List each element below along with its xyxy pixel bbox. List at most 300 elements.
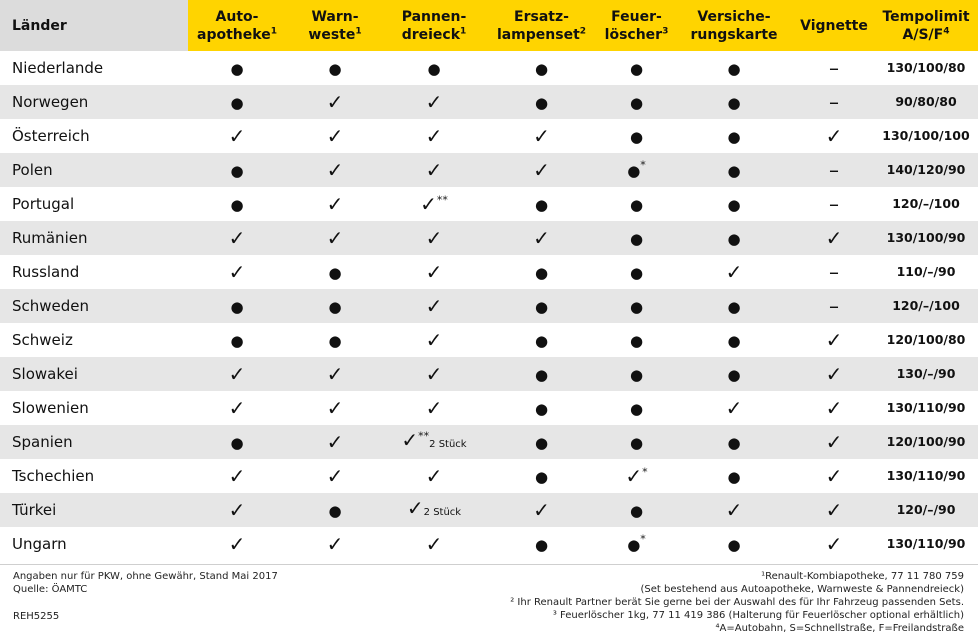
status-symbol: ● [534,400,549,418]
speed-limit-cell: 120/–/100 [874,289,978,323]
status-symbol: ● [230,162,244,180]
requirement-cell [674,153,794,187]
status-symbol: ✓ [228,532,246,556]
requirement-cell [794,459,874,493]
header-line: lampenset [496,26,580,43]
footnote-line: ¹Renault-Kombiapotheke, 77 11 780 759 [761,571,964,582]
requirement-cell [599,459,674,493]
requirement-cell [484,459,599,493]
requirement-cell [188,153,286,187]
status-symbol: ● [727,332,741,350]
country-name: Russland [12,263,80,281]
requirement-cell [794,289,874,323]
requirement-cell [188,391,286,425]
requirement-cell [674,425,794,459]
requirement-cell [188,221,286,255]
requirement-cell [286,527,384,561]
speed-limit-cell: 130/110/90 [886,468,966,483]
status-symbol: ● [534,434,549,452]
requirement-cell [674,119,794,153]
status-symbol: ✓ [425,294,443,318]
speed-limit-cell: 110/–/90 [896,264,956,279]
requirement-cell [188,323,286,357]
requirement-cell [384,459,484,493]
status-symbol: ● [534,196,549,214]
requirement-cell [599,221,674,255]
requirement-cell [674,187,794,221]
header-col-insurance-card [674,0,794,51]
requirement-cell [794,51,874,85]
requirement-cell [188,51,286,85]
status-symbol: ● [629,264,644,282]
status-symbol: ✓ [825,430,843,454]
status-symbol: ✓ [533,158,550,182]
country-name: Türkei [0,493,188,527]
requirement-cell [286,153,384,187]
table-row [0,323,978,357]
requirement-cell [384,527,484,561]
country-name: Rumänien [0,221,188,255]
requirement-cell [286,187,384,221]
status-symbol: ✓ [228,362,246,386]
speed-limit-cell: 130/100/90 [874,221,978,255]
status-symbol: ✓ [228,226,246,250]
requirement-cell [674,493,794,527]
status-symbol: ✓ [326,192,344,216]
status-symbol: ● [629,502,644,520]
requirement-cell [674,391,794,425]
status-symbol: ✓ [326,464,344,488]
header-col-first-aid [188,0,286,51]
requirement-cell [188,289,286,323]
country-name: Ungarn [12,535,67,553]
country-name: Slowenien [12,399,89,417]
status-symbol: ✓ [425,396,443,420]
requirement-cell [674,51,794,85]
requirement-cell [674,323,794,357]
footnote-line: ⁴A=Autobahn, S=Schnellstraße, F=Freilandstraße [715,623,964,634]
status-symbol: ● [230,298,244,316]
requirement-cell [674,221,794,255]
status-symbol: ● [534,332,549,350]
requirement-cell [599,289,674,323]
speed-limit-cell: 120/–/90 [874,493,978,527]
speed-limit-cell: 120/–/100 [892,196,960,211]
status-symbol: ✓ [825,226,843,250]
footnote-line: ² Ihr Renault Partner berät Sie gerne bei der Auswahl des für Ihr Fahrzeug passenden Sets. [510,597,964,608]
table-row [0,119,978,153]
status-symbol: ✓ [533,124,550,148]
requirement-cell [286,357,384,391]
footer-source-line: Quelle: ÖAMTC [13,584,88,595]
status-symbol: ● [328,60,342,78]
status-symbol: ● [328,332,342,350]
header-country: Länder [0,0,188,51]
requirement-cell [794,85,874,119]
header-line: rungskarte [690,26,778,43]
requirement-cell [484,187,599,221]
header-line: Ersatz- [514,8,569,25]
status-symbol: – [829,260,839,284]
requirement-cell [188,85,286,119]
requirement-cell [484,391,599,425]
status-symbol: ✓ [625,464,643,488]
speed-limit-cell: 120/100/90 [874,425,978,459]
status-symbol: ✓ [425,362,443,386]
status-symbol: ● [427,60,441,78]
requirement-cell [599,119,674,153]
header-line: löscher [604,26,663,43]
status-symbol: ● [230,434,244,452]
requirement-cell [599,493,674,527]
table-row [0,391,978,425]
footnote-marker: ** [436,193,448,207]
requirement-cell [286,85,384,119]
status-symbol: ● [627,536,641,554]
requirement-cell [188,357,286,391]
status-symbol: ● [230,60,244,78]
status-symbol: – [829,294,839,318]
quantity-note: 2 Stück [429,438,467,450]
requirement-cell [286,221,384,255]
requirement-cell [794,119,874,153]
requirement-cell [599,323,674,357]
table-row [0,357,978,391]
requirement-cell [484,255,599,289]
status-symbol: ✓ [425,90,443,114]
requirement-cell [484,85,599,119]
footnote-marker: * [642,465,648,479]
status-symbol: ✓ [425,226,443,250]
table-row [0,255,978,289]
footnote-mark: 3 [662,25,669,36]
status-symbol: ● [629,230,644,248]
status-symbol: ● [534,366,549,384]
status-symbol: ● [727,298,741,316]
status-symbol: ● [629,196,644,214]
country-name: Portugal [12,195,75,213]
status-symbol: ✓ [425,532,443,556]
requirement-cell [384,187,484,221]
header-col-extinguisher [599,0,674,51]
status-symbol: ✓ [825,362,843,386]
requirement-cell [286,493,384,527]
table-row [0,425,978,459]
requirement-cell [599,357,674,391]
header-col-vignette [794,0,874,51]
requirement-cell [384,323,484,357]
requirement-cell [188,255,286,289]
requirement-cell [188,119,286,153]
requirement-cell [599,153,674,187]
table-header-row [0,0,978,51]
requirement-cell [384,391,484,425]
status-symbol: ● [629,366,644,384]
header-line: Auto- [215,8,259,25]
status-symbol: ● [328,298,342,316]
status-symbol: ● [727,434,741,452]
header-col-spare-bulbs [484,0,599,51]
status-symbol: ✓ [825,464,843,488]
footnote-marker: * [640,532,646,546]
status-symbol: ✓ [533,226,550,250]
quantity-note: 2 Stück [423,506,462,518]
header-line: dreieck [401,26,461,43]
status-symbol: ✓ [725,498,743,522]
requirement-cell [674,255,794,289]
requirement-cell [384,85,484,119]
status-symbol: ● [727,536,741,554]
requirement-cell [599,391,674,425]
status-symbol: ✓ [825,328,843,352]
requirement-cell [286,255,384,289]
requirement-cell [794,391,874,425]
requirement-cell [384,51,484,85]
requirement-cell [674,527,794,561]
footnote-mark: 1 [460,25,467,36]
requirement-cell [384,425,484,459]
requirement-cell [188,459,286,493]
footer-footnotes [404,570,964,635]
requirement-cell [484,153,599,187]
status-symbol: ✓ [228,396,246,420]
footnote-mark: 2 [579,25,587,36]
status-symbol: ✓ [326,158,344,182]
requirement-cell [384,289,484,323]
requirement-cell [794,493,874,527]
table-row [0,289,978,323]
status-symbol: ● [727,196,741,214]
requirement-cell [286,425,384,459]
requirement-cell [794,187,874,221]
country-name: Norwegen [0,85,188,119]
status-symbol: ✓ [425,124,443,148]
requirement-cell [484,425,599,459]
footnote-marker: * [640,158,646,172]
status-symbol: ● [629,60,644,78]
header-line: weste [308,26,356,43]
status-symbol: ● [629,400,644,418]
footnote-mark: 4 [943,25,950,36]
requirement-cell [286,391,384,425]
status-symbol: ● [230,94,244,112]
status-symbol: ● [230,332,244,350]
requirement-cell [794,221,874,255]
requirement-cell [286,119,384,153]
status-symbol: ✓ [326,90,344,114]
table-row [0,153,978,187]
header-col-safety-vest [286,0,384,51]
status-symbol: ✓ [326,226,344,250]
status-symbol: ● [727,60,741,78]
requirement-cell [384,221,484,255]
requirement-cell [674,459,794,493]
footer-disclaimer [13,570,278,596]
requirement-cell [286,289,384,323]
country-name: Schweiz [12,331,73,349]
requirement-cell [599,85,674,119]
requirement-cell [794,425,874,459]
requirement-cell [599,187,674,221]
status-symbol: ● [328,502,342,520]
footer-divider [0,564,978,565]
status-symbol: ✓ [326,532,344,556]
status-symbol: – [829,158,839,182]
requirement-cell [794,153,874,187]
country-name: Schweden [0,289,188,323]
table-row [0,187,978,221]
status-symbol: ● [629,94,644,112]
status-symbol: ● [534,264,549,282]
requirement-cell [674,357,794,391]
table-row [0,493,978,527]
status-symbol: ✓ [326,430,344,454]
status-symbol: ✓ [228,124,246,148]
status-symbol: ✓ [401,427,419,452]
status-symbol: ✓ [825,532,843,556]
footnote-line: (Set bestehend aus Autoapotheke, Warnweste & Pannendreieck) [640,584,964,595]
requirement-cell [384,255,484,289]
status-symbol: ✓ [228,498,246,522]
header-line: A/S/F [902,26,944,43]
requirement-cell [286,323,384,357]
status-symbol: ● [629,332,644,350]
status-symbol: ● [534,536,549,554]
status-symbol: – [829,56,839,80]
status-symbol: ● [629,128,644,146]
country-name: Tschechien [12,467,95,485]
country-name: Spanien [0,425,188,459]
header-line: Warn- [311,8,359,25]
requirement-cell [484,119,599,153]
requirement-cell [384,153,484,187]
header-line: Vignette [800,17,868,34]
footnote-mark: 1 [355,25,362,36]
status-symbol: ✓ [825,498,843,522]
requirement-cell [794,527,874,561]
status-symbol: ● [534,60,549,78]
status-symbol: ● [727,468,741,486]
footnote-line: ³ Feuerlöscher 1kg, 77 11 419 386 (Halterung für Feuerlöscher optional erhältlich) [552,610,964,621]
status-symbol: ● [629,298,644,316]
requirement-cell [484,527,599,561]
status-symbol: ● [727,366,741,384]
status-symbol: ✓ [725,396,743,420]
requirement-cell [484,289,599,323]
status-symbol: ● [727,230,741,248]
speed-limit-cell: 130/100/100 [882,128,970,143]
requirement-cell [484,221,599,255]
speed-limit-cell: 130/110/90 [886,536,966,551]
country-name: Niederlande [12,59,104,77]
status-symbol: ● [534,468,549,486]
status-symbol: ● [727,162,741,180]
requirement-cell [286,51,384,85]
requirement-cell [188,527,286,561]
requirement-cell [794,357,874,391]
status-symbol: ✓ [425,260,443,284]
status-symbol: ✓ [228,260,246,284]
status-symbol: ✓ [725,260,743,284]
status-symbol: ● [534,298,549,316]
country-name: Österreich [12,127,90,145]
header-line: apotheke [197,26,271,43]
speed-limit-cell: 130/100/80 [886,60,966,75]
header-line: Pannen- [401,8,467,25]
status-symbol: ✓ [825,124,843,148]
status-symbol: – [829,192,839,216]
requirement-cell [188,425,286,459]
status-symbol: ● [230,196,244,214]
requirement-cell [794,255,874,289]
status-symbol: ✓ [425,158,443,182]
speed-limit-cell: 120/100/80 [886,332,966,347]
speed-limit-cell: 130/110/90 [886,400,966,415]
speed-limit-cell: 130/–/90 [874,357,978,391]
header-col-speed-limit [874,0,978,51]
table-row [0,527,978,561]
requirement-cell [484,493,599,527]
requirement-cell [599,51,674,85]
status-symbol: ● [627,162,641,180]
header-line: Tempolimit [882,8,970,25]
table-row [0,51,978,85]
table-body [0,51,978,561]
status-symbol: ✓ [425,328,443,352]
table-row [0,85,978,119]
table-row [0,459,978,493]
requirement-cell [599,527,674,561]
speed-limit-cell: 90/80/80 [874,85,978,119]
status-symbol: ● [328,264,342,282]
status-symbol: ● [727,94,741,112]
requirement-cell [674,85,794,119]
requirement-cell [599,255,674,289]
requirement-cell [188,187,286,221]
requirement-cell [599,425,674,459]
requirement-cell [484,357,599,391]
requirement-cell [384,357,484,391]
footnote-mark: 1 [270,25,277,36]
table-row [0,221,978,255]
header-col-warning-triangle [384,0,484,51]
footer-disclaimer-line: Angaben nur für PKW, ohne Gewähr, Stand Mai 2017 [13,571,278,582]
status-symbol: ✓ [420,192,437,216]
status-symbol: – [829,90,839,114]
status-symbol: ✓ [326,124,344,148]
status-symbol: ✓ [425,464,443,488]
document-code: REH5255 [13,611,60,622]
header-line: Versiche- [697,8,771,25]
requirement-cell [188,493,286,527]
status-symbol: ✓ [825,396,843,420]
status-symbol: ✓ [228,464,246,488]
status-symbol: ✓ [326,396,344,420]
country-name: Polen [0,153,188,187]
requirement-cell [484,51,599,85]
status-symbol: ● [534,94,549,112]
header-line: Feuer- [611,8,662,25]
requirement-cell [384,119,484,153]
status-symbol: ✓ [533,498,550,522]
requirement-cell [794,323,874,357]
speed-limit-cell: 140/120/90 [874,153,978,187]
status-symbol: ✓ [326,362,344,386]
requirement-cell [384,493,484,527]
status-symbol: ● [629,434,644,452]
country-name: Slowakei [0,357,188,391]
status-symbol: ● [727,128,741,146]
